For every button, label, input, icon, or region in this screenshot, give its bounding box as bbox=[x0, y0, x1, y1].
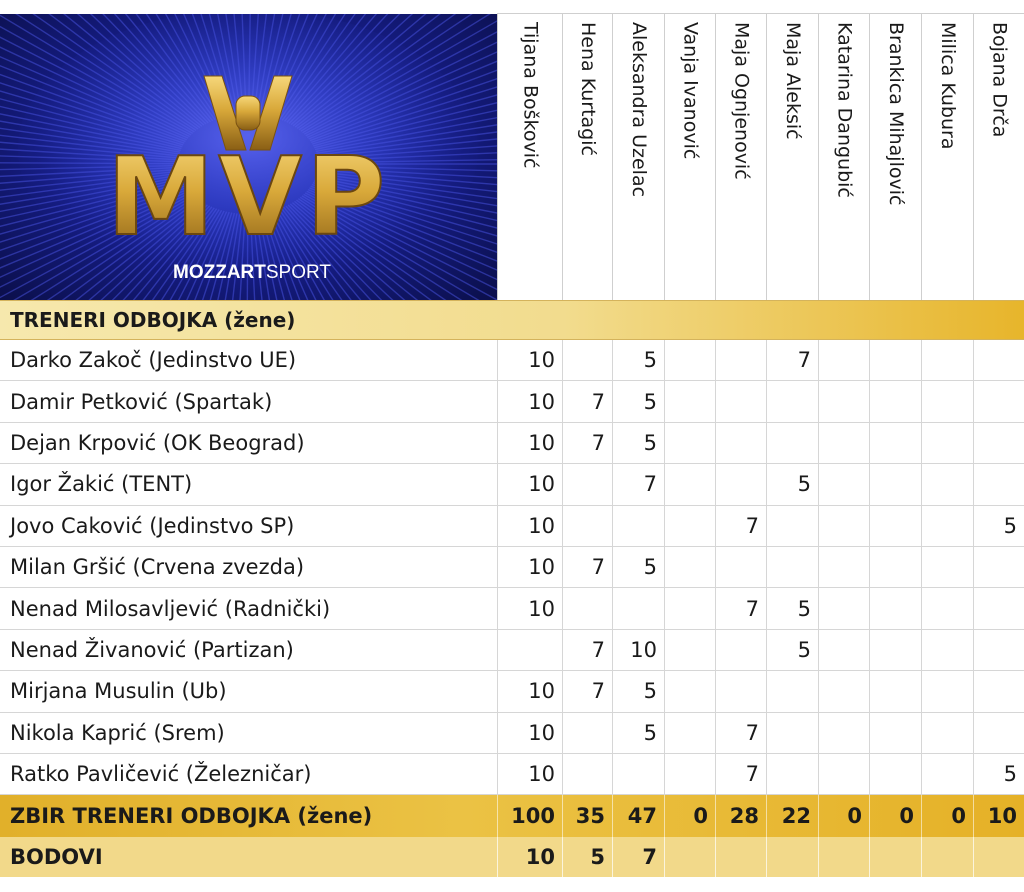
score-cell: 7 bbox=[562, 547, 612, 587]
player-name: Hena Kurtagić bbox=[577, 22, 599, 156]
player-name: Bojana Drča bbox=[988, 22, 1011, 138]
score-cell bbox=[766, 754, 818, 794]
column-header bbox=[497, 14, 563, 300]
points-cell: 10 bbox=[497, 837, 562, 877]
player-name: Maja Ognjenović bbox=[730, 22, 753, 180]
score-cell bbox=[715, 423, 766, 463]
score-cell bbox=[818, 464, 869, 504]
points-cell bbox=[818, 837, 869, 877]
score-cell bbox=[869, 547, 921, 587]
score-cell bbox=[766, 381, 818, 421]
score-cell bbox=[973, 464, 1024, 504]
score-cell bbox=[973, 340, 1024, 380]
player-name: Vanja Ivanović bbox=[679, 22, 702, 160]
score-cell bbox=[664, 381, 715, 421]
column-header bbox=[612, 14, 665, 300]
row-label: Nikola Kaprić (Srem) bbox=[10, 720, 225, 745]
score-cell bbox=[818, 671, 869, 711]
score-cell: 10 bbox=[497, 547, 562, 587]
score-cell: 10 bbox=[497, 381, 562, 421]
score-cell bbox=[715, 547, 766, 587]
table-row bbox=[0, 506, 1024, 547]
score-cell: 7 bbox=[715, 588, 766, 628]
column-header bbox=[921, 14, 974, 300]
points-cell bbox=[715, 837, 766, 877]
score-cell bbox=[869, 713, 921, 753]
total-cell: 35 bbox=[562, 795, 612, 837]
score-cell: 7 bbox=[562, 423, 612, 463]
column-header bbox=[715, 14, 767, 300]
points-cell bbox=[973, 837, 1024, 877]
score-cell bbox=[818, 381, 869, 421]
player-name: Maja Aleksić bbox=[782, 22, 804, 140]
score-cell: 7 bbox=[562, 630, 612, 670]
score-cell: 5 bbox=[612, 423, 664, 463]
score-cell bbox=[869, 588, 921, 628]
score-cell bbox=[715, 381, 766, 421]
score-cell: 5 bbox=[612, 547, 664, 587]
score-cell bbox=[869, 381, 921, 421]
score-cell bbox=[818, 506, 869, 546]
total-cell: 10 bbox=[973, 795, 1024, 837]
table-row bbox=[0, 423, 1024, 464]
mvp-wordmark: MVP bbox=[106, 135, 390, 260]
table-row bbox=[0, 547, 1024, 588]
total-cell: 28 bbox=[715, 795, 766, 837]
score-cell: 7 bbox=[612, 464, 664, 504]
score-cell bbox=[818, 340, 869, 380]
score-cell: 7 bbox=[715, 506, 766, 546]
score-cell bbox=[973, 713, 1024, 753]
score-cell bbox=[973, 547, 1024, 587]
score-cell bbox=[715, 464, 766, 504]
points-cell bbox=[869, 837, 921, 877]
mvp-logo bbox=[0, 14, 497, 300]
score-cell bbox=[766, 423, 818, 463]
total-cell: 0 bbox=[664, 795, 715, 837]
table-row bbox=[0, 754, 1024, 795]
points-cell bbox=[921, 837, 973, 877]
points-cell: 5 bbox=[562, 837, 612, 877]
row-label: ZBIR TRENERI ODBOJKA (žene) bbox=[10, 804, 373, 829]
score-cell bbox=[664, 506, 715, 546]
score-cell bbox=[664, 671, 715, 711]
column-header bbox=[973, 14, 1024, 300]
column-header bbox=[562, 14, 613, 300]
score-cell: 5 bbox=[766, 630, 818, 670]
section-header bbox=[0, 300, 1024, 340]
score-cell: 10 bbox=[497, 340, 562, 380]
score-cell bbox=[973, 671, 1024, 711]
score-cell bbox=[921, 547, 973, 587]
score-cell bbox=[818, 630, 869, 670]
score-cell bbox=[921, 464, 973, 504]
score-cell bbox=[766, 713, 818, 753]
score-cell bbox=[562, 588, 612, 628]
score-cell bbox=[562, 754, 612, 794]
score-cell bbox=[869, 340, 921, 380]
score-cell bbox=[973, 588, 1024, 628]
score-cell bbox=[818, 754, 869, 794]
score-cell bbox=[664, 713, 715, 753]
total-cell: 100 bbox=[497, 795, 562, 837]
player-name: Katarina Dangubić bbox=[833, 22, 856, 198]
score-cell bbox=[664, 340, 715, 380]
score-cell: 10 bbox=[497, 671, 562, 711]
score-cell: 7 bbox=[562, 671, 612, 711]
score-cell bbox=[612, 588, 664, 628]
brand-wordmark: MOZZARTSPORT bbox=[173, 262, 331, 283]
column-header bbox=[664, 14, 716, 300]
score-cell bbox=[921, 340, 973, 380]
column-header bbox=[818, 14, 870, 300]
score-cell bbox=[973, 423, 1024, 463]
score-cell bbox=[921, 506, 973, 546]
score-cell bbox=[664, 754, 715, 794]
score-cell bbox=[664, 588, 715, 628]
total-cell: 22 bbox=[766, 795, 818, 837]
score-cell bbox=[869, 754, 921, 794]
row-label: Dejan Krpović (OK Beograd) bbox=[10, 430, 305, 455]
player-name: Aleksandra Uzelac bbox=[628, 22, 650, 198]
table-row bbox=[0, 588, 1024, 629]
score-cell: 10 bbox=[497, 754, 562, 794]
score-cell: 10 bbox=[497, 423, 562, 463]
score-cell: 5 bbox=[612, 713, 664, 753]
row-label: TRENERI ODBOJKA (žene) bbox=[10, 308, 296, 332]
total-cell: 0 bbox=[818, 795, 869, 837]
table-row bbox=[0, 713, 1024, 754]
row-label: Nenad Milosavljević (Radnički) bbox=[10, 596, 331, 621]
score-cell bbox=[921, 671, 973, 711]
score-cell bbox=[921, 423, 973, 463]
points-cell bbox=[766, 837, 818, 877]
row-label: Damir Petković (Spartak) bbox=[10, 389, 273, 414]
score-cell bbox=[766, 506, 818, 546]
column-header bbox=[766, 14, 819, 300]
score-cell: 5 bbox=[973, 754, 1024, 794]
row-label: Darko Zakoč (Jedinstvo UE) bbox=[10, 348, 297, 373]
score-cell bbox=[973, 381, 1024, 421]
mvp-logo-panel bbox=[0, 14, 497, 300]
total-cell: 0 bbox=[921, 795, 973, 837]
row-label: Mirjana Musulin (Ub) bbox=[10, 679, 227, 704]
row-label: Milan Gršić (Crvena zvezda) bbox=[10, 555, 305, 580]
score-cell bbox=[612, 754, 664, 794]
player-name: Milica Kubura bbox=[937, 22, 959, 150]
points-cell: 7 bbox=[612, 837, 664, 877]
score-cell: 7 bbox=[715, 754, 766, 794]
score-cell bbox=[921, 713, 973, 753]
score-cell bbox=[869, 464, 921, 504]
score-cell bbox=[766, 547, 818, 587]
score-cell: 10 bbox=[497, 588, 562, 628]
score-cell bbox=[869, 671, 921, 711]
score-cell bbox=[562, 340, 612, 380]
score-cell: 10 bbox=[497, 713, 562, 753]
score-cell bbox=[921, 588, 973, 628]
score-cell bbox=[715, 630, 766, 670]
score-cell: 5 bbox=[973, 506, 1024, 546]
score-cell bbox=[818, 547, 869, 587]
score-cell: 10 bbox=[497, 464, 562, 504]
table-row bbox=[0, 671, 1024, 712]
score-cell bbox=[612, 506, 664, 546]
table-row bbox=[0, 464, 1024, 505]
score-cell: 5 bbox=[612, 340, 664, 380]
score-cell bbox=[921, 754, 973, 794]
score-cell: 7 bbox=[766, 340, 818, 380]
row-label: Ratko Pavličević (Železničar) bbox=[10, 762, 312, 787]
score-cell bbox=[869, 423, 921, 463]
score-cell: 5 bbox=[612, 381, 664, 421]
score-cell: 10 bbox=[497, 506, 562, 546]
score-cell bbox=[921, 381, 973, 421]
total-cell: 0 bbox=[869, 795, 921, 837]
table-row bbox=[0, 630, 1024, 671]
score-cell bbox=[869, 630, 921, 670]
table-row bbox=[0, 340, 1024, 381]
row-label: BODOVI bbox=[10, 845, 103, 870]
score-cell bbox=[818, 423, 869, 463]
total-cell: 47 bbox=[612, 795, 664, 837]
score-cell bbox=[664, 423, 715, 463]
score-cell: 10 bbox=[612, 630, 664, 670]
total-row bbox=[0, 795, 1024, 837]
score-cell bbox=[818, 588, 869, 628]
player-name: Tijana Bošković bbox=[519, 22, 542, 169]
score-cell bbox=[664, 547, 715, 587]
score-cell: 5 bbox=[612, 671, 664, 711]
score-cell bbox=[869, 506, 921, 546]
score-cell bbox=[715, 671, 766, 711]
score-cell bbox=[562, 506, 612, 546]
score-cell bbox=[818, 713, 869, 753]
points-cell bbox=[664, 837, 715, 877]
score-cell: 7 bbox=[562, 381, 612, 421]
score-cell bbox=[562, 464, 612, 504]
row-label: Igor Žakić (TENT) bbox=[10, 472, 193, 497]
score-cell bbox=[497, 630, 562, 670]
score-cell bbox=[562, 713, 612, 753]
row-label: Jovo Caković (Jedinstvo SP) bbox=[10, 513, 295, 538]
score-cell bbox=[664, 464, 715, 504]
row-label: Nenad Živanović (Partizan) bbox=[10, 637, 294, 662]
score-cell: 5 bbox=[766, 464, 818, 504]
player-name: Brankica Mihajlović bbox=[885, 22, 907, 206]
score-cell bbox=[664, 630, 715, 670]
points-row bbox=[0, 837, 1024, 877]
table-row bbox=[0, 381, 1024, 422]
score-cell: 7 bbox=[715, 713, 766, 753]
score-cell bbox=[766, 671, 818, 711]
column-header bbox=[869, 14, 922, 300]
score-cell bbox=[973, 630, 1024, 670]
score-cell: 5 bbox=[766, 588, 818, 628]
score-cell bbox=[715, 340, 766, 380]
score-cell bbox=[921, 630, 973, 670]
